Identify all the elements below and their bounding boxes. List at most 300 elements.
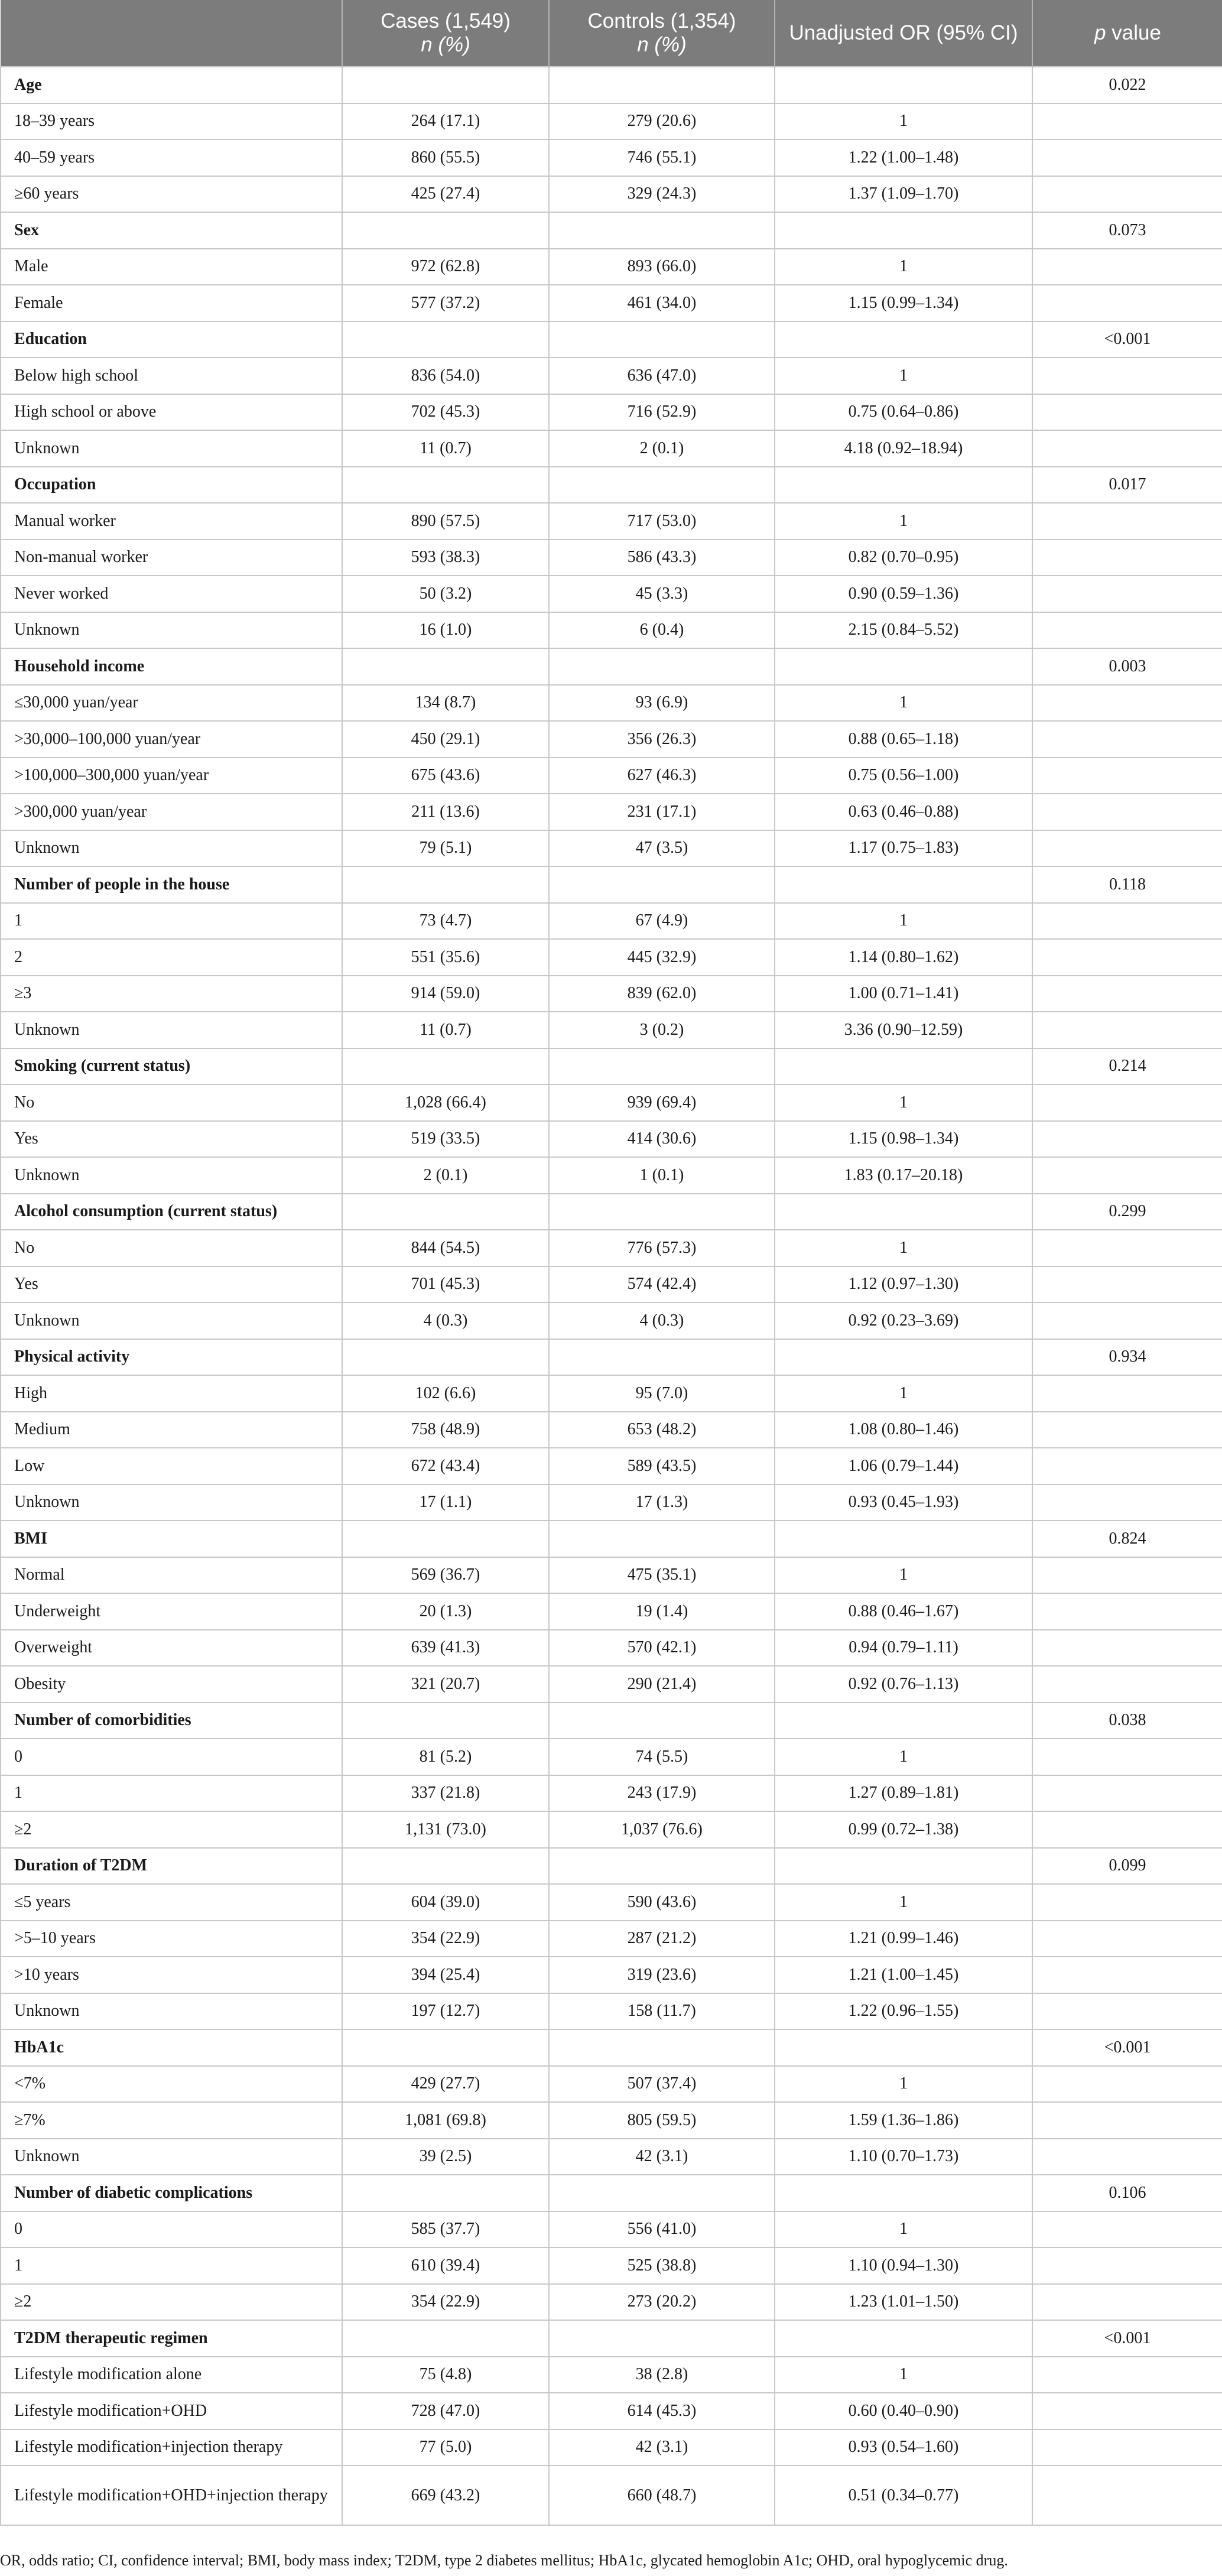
- cases-cell: 211 (13.6): [342, 794, 549, 830]
- p-value-cell: 0.099: [1032, 1848, 1222, 1885]
- cases-cell: [342, 212, 549, 249]
- controls-cell: [549, 321, 775, 358]
- p-value-cell: [1032, 285, 1222, 321]
- row-label: 0: [1, 2211, 342, 2248]
- p-value-cell: [1032, 1957, 1222, 1993]
- controls-cell: [549, 1048, 775, 1085]
- odds-ratio-cell: 1: [775, 2066, 1032, 2103]
- section-row: [1, 2029, 1222, 2066]
- row-label: 2: [1, 939, 342, 976]
- controls-cell: 574 (42.4): [549, 1266, 775, 1303]
- table-row: [1, 1157, 1222, 1194]
- cases-cell: [342, 648, 549, 685]
- row-label: Duration of T2DM: [1, 1848, 342, 1885]
- cases-cell: 11 (0.7): [342, 430, 549, 467]
- odds-ratio-cell: 1: [775, 1230, 1032, 1266]
- p-value-cell: 0.022: [1032, 67, 1222, 103]
- odds-ratio-cell: 1.14 (0.80–1.62): [775, 939, 1032, 976]
- cases-cell: 429 (27.7): [342, 2066, 549, 2103]
- row-label: Unknown: [1, 1484, 342, 1521]
- cases-cell: [342, 467, 549, 503]
- cases-cell: 551 (35.6): [342, 939, 549, 976]
- controls-cell: 893 (66.0): [549, 249, 775, 285]
- controls-cell: 273 (20.2): [549, 2284, 775, 2321]
- p-value-cell: [1032, 830, 1222, 867]
- row-label: Below high school: [1, 358, 342, 394]
- cases-cell: 73 (4.7): [342, 903, 549, 940]
- row-label: ≤30,000 yuan/year: [1, 685, 342, 722]
- table-row: [1, 612, 1222, 649]
- cases-cell: 354 (22.9): [342, 1921, 549, 1957]
- table-row: [1, 394, 1222, 431]
- odds-ratio-cell: 0.94 (0.79–1.11): [775, 1630, 1032, 1667]
- controls-cell: [549, 1521, 775, 1557]
- row-label: Unknown: [1, 430, 342, 467]
- p-value-cell: [1032, 1157, 1222, 1194]
- odds-ratio-cell: 1: [775, 903, 1032, 940]
- table-row: [1, 430, 1222, 467]
- header-controls-label: Controls (1,354): [587, 9, 736, 33]
- odds-ratio-cell: [775, 467, 1032, 503]
- row-label: Medium: [1, 1412, 342, 1448]
- odds-ratio-cell: [775, 1703, 1032, 1739]
- row-label: Sex: [1, 212, 342, 249]
- section-row: [1, 212, 1222, 249]
- controls-cell: 95 (7.0): [549, 1375, 775, 1412]
- row-label: Number of comorbidities: [1, 1703, 342, 1739]
- controls-cell: 1,037 (76.6): [549, 1811, 775, 1848]
- section-row: [1, 1339, 1222, 1376]
- section-row: [1, 67, 1222, 103]
- controls-cell: 627 (46.3): [549, 758, 775, 794]
- table-row: [1, 103, 1222, 140]
- row-label: Yes: [1, 1121, 342, 1158]
- p-value-cell: [1032, 576, 1222, 612]
- controls-cell: 74 (5.5): [549, 1739, 775, 1775]
- cases-cell: [342, 1848, 549, 1885]
- controls-cell: 158 (11.7): [549, 1993, 775, 2030]
- table-row: [1, 285, 1222, 321]
- odds-ratio-cell: 0.99 (0.72–1.38): [775, 1811, 1032, 1848]
- odds-ratio-cell: 1.12 (0.97–1.30): [775, 1266, 1032, 1303]
- table-row: [1, 1630, 1222, 1667]
- p-value-cell: [1032, 1593, 1222, 1630]
- table-row: [1, 1012, 1222, 1048]
- controls-cell: 589 (43.5): [549, 1448, 775, 1484]
- controls-cell: 1 (0.1): [549, 1157, 775, 1194]
- row-label: >10 years: [1, 1957, 342, 1993]
- odds-ratio-cell: 2.15 (0.84–5.52): [775, 612, 1032, 649]
- table-row: [1, 794, 1222, 830]
- table-row: [1, 2284, 1222, 2321]
- odds-ratio-cell: [775, 212, 1032, 249]
- controls-cell: [549, 67, 775, 103]
- cases-cell: 264 (17.1): [342, 103, 549, 140]
- p-value-cell: [1032, 1884, 1222, 1921]
- controls-cell: 776 (57.3): [549, 1230, 775, 1266]
- p-value-cell: [1032, 394, 1222, 431]
- controls-cell: 42 (3.1): [549, 2139, 775, 2175]
- table-row: [1, 758, 1222, 794]
- row-label: 1: [1, 903, 342, 940]
- cases-cell: 197 (12.7): [342, 1993, 549, 2030]
- p-value-cell: [1032, 2102, 1222, 2139]
- section-row: [1, 1194, 1222, 1230]
- odds-ratio-cell: 1.59 (1.36–1.86): [775, 2102, 1032, 2139]
- cases-cell: 394 (25.4): [342, 1957, 549, 1993]
- cases-cell: [342, 1194, 549, 1230]
- row-label: ≥2: [1, 1811, 342, 1848]
- cases-cell: 16 (1.0): [342, 612, 549, 649]
- section-row: [1, 1703, 1222, 1739]
- table-row: [1, 1412, 1222, 1448]
- row-label: No: [1, 1084, 342, 1121]
- odds-ratio-cell: 1.22 (0.96–1.55): [775, 1993, 1032, 2030]
- table-row: [1, 1811, 1222, 1848]
- header-p-rest: value: [1106, 21, 1161, 44]
- row-label: Normal: [1, 1557, 342, 1594]
- p-value-cell: [1032, 2284, 1222, 2321]
- p-value-cell: [1032, 2247, 1222, 2284]
- table-row: [1, 1557, 1222, 1594]
- table-row: [1, 939, 1222, 976]
- controls-cell: 590 (43.6): [549, 1884, 775, 1921]
- row-label: Manual worker: [1, 503, 342, 540]
- row-label: Underweight: [1, 1593, 342, 1630]
- odds-ratio-cell: 1.15 (0.99–1.34): [775, 285, 1032, 321]
- table-row: [1, 1775, 1222, 1812]
- table-row: [1, 2066, 1222, 2103]
- odds-ratio-cell: 0.93 (0.45–1.93): [775, 1484, 1032, 1521]
- p-value-cell: [1032, 1412, 1222, 1448]
- cases-cell: 519 (33.5): [342, 1121, 549, 1158]
- row-label: Lifestyle modification+OHD: [1, 2393, 342, 2429]
- cases-cell: [342, 2320, 549, 2357]
- table-footnote: OR, odds ratio; CI, confidence interval; BMI, body mass index; T2DM, type 2 diabetes mellitus; HbA1c, glycated hemoglobin A1c; OHD, oral hypoglycemic drug.: [0, 2552, 1008, 2569]
- table-row: [1, 1593, 1222, 1630]
- p-value-cell: [1032, 685, 1222, 722]
- row-label: Age: [1, 67, 342, 103]
- p-value-cell: <0.001: [1032, 2320, 1222, 2357]
- odds-ratio-cell: 1: [775, 2211, 1032, 2248]
- p-value-cell: <0.001: [1032, 321, 1222, 358]
- controls-cell: 17 (1.3): [549, 1484, 775, 1521]
- table-row: [1, 1993, 1222, 2030]
- table-body: [1, 67, 1222, 2525]
- controls-cell: [549, 467, 775, 503]
- odds-ratio-cell: 1: [775, 685, 1032, 722]
- cases-cell: 1,081 (69.8): [342, 2102, 549, 2139]
- p-value-cell: 0.934: [1032, 1339, 1222, 1376]
- p-value-cell: [1032, 176, 1222, 213]
- odds-ratio-cell: 1.10 (0.94–1.30): [775, 2247, 1032, 2284]
- p-value-cell: [1032, 1557, 1222, 1594]
- header-controls: [549, 0, 775, 67]
- odds-ratio-cell: 1: [775, 503, 1032, 540]
- row-label: High: [1, 1375, 342, 1412]
- row-label: 1: [1, 2247, 342, 2284]
- table-row: [1, 1084, 1222, 1121]
- cases-cell: 2 (0.1): [342, 1157, 549, 1194]
- odds-ratio-cell: [775, 2320, 1032, 2357]
- p-value-cell: 0.038: [1032, 1703, 1222, 1739]
- cases-cell: 844 (54.5): [342, 1230, 549, 1266]
- p-value-cell: [1032, 1012, 1222, 1048]
- table-row: [1, 2139, 1222, 2175]
- header-cases-unit: n (%): [421, 33, 470, 56]
- p-value-cell: [1032, 2393, 1222, 2429]
- cases-cell: 972 (62.8): [342, 249, 549, 285]
- controls-cell: 38 (2.8): [549, 2357, 775, 2393]
- odds-ratio-cell: [775, 2175, 1032, 2211]
- cases-cell: 672 (43.4): [342, 1448, 549, 1484]
- controls-cell: [549, 1703, 775, 1739]
- p-value-cell: [1032, 903, 1222, 940]
- controls-cell: 414 (30.6): [549, 1121, 775, 1158]
- p-value-cell: [1032, 1375, 1222, 1412]
- table-row: [1, 1666, 1222, 1703]
- controls-cell: 93 (6.9): [549, 685, 775, 722]
- odds-ratio-cell: [775, 1048, 1032, 1085]
- row-label: Physical activity: [1, 1339, 342, 1376]
- row-label: Low: [1, 1448, 342, 1484]
- p-value-cell: [1032, 939, 1222, 976]
- p-value-cell: 0.299: [1032, 1194, 1222, 1230]
- p-value-cell: [1032, 430, 1222, 467]
- controls-cell: 47 (3.5): [549, 830, 775, 867]
- controls-cell: [549, 2029, 775, 2066]
- row-label: BMI: [1, 1521, 342, 1557]
- odds-ratio-cell: 0.93 (0.54–1.60): [775, 2429, 1032, 2466]
- p-value-cell: [1032, 1484, 1222, 1521]
- header-row: [1, 0, 1222, 67]
- section-row: [1, 321, 1222, 358]
- cases-cell: [342, 2175, 549, 2211]
- row-label: 1: [1, 1775, 342, 1812]
- row-label: High school or above: [1, 394, 342, 431]
- cases-cell: 1,028 (66.4): [342, 1084, 549, 1121]
- section-row: [1, 866, 1222, 903]
- table-row: [1, 1884, 1222, 1921]
- table-row: [1, 685, 1222, 722]
- controls-cell: [549, 648, 775, 685]
- controls-cell: 746 (55.1): [549, 139, 775, 176]
- odds-ratio-cell: 1.06 (0.79–1.44): [775, 1448, 1032, 1484]
- p-value-cell: [1032, 1775, 1222, 1812]
- controls-cell: 290 (21.4): [549, 1666, 775, 1703]
- table-row: [1, 1957, 1222, 1993]
- controls-cell: 243 (17.9): [549, 1775, 775, 1812]
- controls-cell: [549, 2175, 775, 2211]
- row-label: Number of diabetic complications: [1, 2175, 342, 2211]
- table-row: [1, 2247, 1222, 2284]
- controls-cell: 939 (69.4): [549, 1084, 775, 1121]
- p-value-cell: 0.003: [1032, 648, 1222, 685]
- p-value-cell: [1032, 2465, 1222, 2525]
- p-value-cell: 0.824: [1032, 1521, 1222, 1557]
- cases-cell: 11 (0.7): [342, 1012, 549, 1048]
- row-label: Unknown: [1, 1993, 342, 2030]
- odds-ratio-cell: 1: [775, 2357, 1032, 2393]
- cases-cell: 701 (45.3): [342, 1266, 549, 1303]
- table-row: [1, 1302, 1222, 1339]
- odds-ratio-cell: 0.82 (0.70–0.95): [775, 540, 1032, 576]
- row-label: Unknown: [1, 830, 342, 867]
- controls-cell: [549, 1848, 775, 1885]
- controls-cell: 461 (34.0): [549, 285, 775, 321]
- cases-cell: 337 (21.8): [342, 1775, 549, 1812]
- controls-cell: 67 (4.9): [549, 903, 775, 940]
- cases-cell: [342, 866, 549, 903]
- cases-cell: 639 (41.3): [342, 1630, 549, 1667]
- table-row: [1, 976, 1222, 1012]
- p-value-cell: [1032, 2066, 1222, 2103]
- p-value-cell: [1032, 2211, 1222, 2248]
- p-value-cell: [1032, 2139, 1222, 2175]
- odds-ratio-cell: 0.63 (0.46–0.88): [775, 794, 1032, 830]
- table-row: [1, 1121, 1222, 1158]
- cases-cell: 702 (45.3): [342, 394, 549, 431]
- table-row: [1, 1448, 1222, 1484]
- row-label: Male: [1, 249, 342, 285]
- cases-cell: 17 (1.1): [342, 1484, 549, 1521]
- section-row: [1, 1048, 1222, 1085]
- cases-cell: [342, 1048, 549, 1085]
- cases-cell: 321 (20.7): [342, 1666, 549, 1703]
- header-controls-unit: n (%): [637, 33, 687, 56]
- odds-ratio-cell: 1: [775, 1739, 1032, 1775]
- controls-cell: 839 (62.0): [549, 976, 775, 1012]
- row-label: Unknown: [1, 1157, 342, 1194]
- p-value-cell: [1032, 249, 1222, 285]
- odds-ratio-cell: 0.60 (0.40–0.90): [775, 2393, 1032, 2429]
- controls-cell: 45 (3.3): [549, 576, 775, 612]
- odds-ratio-cell: 1.83 (0.17–20.18): [775, 1157, 1032, 1194]
- row-label: ≤5 years: [1, 1884, 342, 1921]
- p-value-cell: <0.001: [1032, 2029, 1222, 2066]
- p-value-cell: [1032, 1921, 1222, 1957]
- row-label: >5–10 years: [1, 1921, 342, 1957]
- table-row: [1, 2465, 1222, 2525]
- p-value-cell: [1032, 1302, 1222, 1339]
- p-value-cell: [1032, 721, 1222, 758]
- row-label: 18–39 years: [1, 103, 342, 140]
- cases-cell: 75 (4.8): [342, 2357, 549, 2393]
- table-row: [1, 2429, 1222, 2466]
- odds-ratio-cell: 1.21 (0.99–1.46): [775, 1921, 1032, 1957]
- odds-ratio-cell: 1: [775, 358, 1032, 394]
- p-value-cell: [1032, 103, 1222, 140]
- table-row: [1, 1375, 1222, 1412]
- table-row: [1, 830, 1222, 867]
- table-row: [1, 540, 1222, 576]
- controls-cell: 716 (52.9): [549, 394, 775, 431]
- cases-cell: 675 (43.6): [342, 758, 549, 794]
- section-row: [1, 2175, 1222, 2211]
- row-label: Obesity: [1, 1666, 342, 1703]
- controls-cell: [549, 1194, 775, 1230]
- p-value-cell: [1032, 794, 1222, 830]
- controls-cell: 231 (17.1): [549, 794, 775, 830]
- header-odds-ratio: Unadjusted OR (95% CI): [775, 0, 1032, 67]
- p-value-cell: 0.017: [1032, 467, 1222, 503]
- p-value-cell: [1032, 612, 1222, 649]
- controls-cell: [549, 866, 775, 903]
- odds-ratio-cell: 1.23 (1.01–1.50): [775, 2284, 1032, 2321]
- odds-ratio-cell: 3.36 (0.90–12.59): [775, 1012, 1032, 1048]
- header-cases-label: Cases (1,549): [381, 9, 511, 33]
- row-label: ≥2: [1, 2284, 342, 2321]
- table-row: [1, 1921, 1222, 1957]
- p-value-cell: [1032, 1811, 1222, 1848]
- odds-ratio-cell: [775, 866, 1032, 903]
- cases-cell: [342, 321, 549, 358]
- cases-cell: 134 (8.7): [342, 685, 549, 722]
- section-row: [1, 648, 1222, 685]
- table-row: [1, 903, 1222, 940]
- odds-ratio-cell: 1.37 (1.09–1.70): [775, 176, 1032, 213]
- odds-ratio-cell: 0.88 (0.65–1.18): [775, 721, 1032, 758]
- row-label: Unknown: [1, 612, 342, 649]
- table-row: [1, 139, 1222, 176]
- odds-ratio-cell: 1.27 (0.89–1.81): [775, 1775, 1032, 1812]
- table-row: [1, 1739, 1222, 1775]
- table-row: [1, 176, 1222, 213]
- p-value-cell: [1032, 1121, 1222, 1158]
- cases-cell: 1,131 (73.0): [342, 1811, 549, 1848]
- cases-cell: 669 (43.2): [342, 2465, 549, 2525]
- row-label: Unknown: [1, 1012, 342, 1048]
- cases-cell: 604 (39.0): [342, 1884, 549, 1921]
- odds-ratio-cell: 0.51 (0.34–0.77): [775, 2465, 1032, 2525]
- cases-cell: 577 (37.2): [342, 285, 549, 321]
- row-label: ≥3: [1, 976, 342, 1012]
- header-p-value: [1032, 0, 1222, 67]
- row-label: >30,000–100,000 yuan/year: [1, 721, 342, 758]
- header-cases: [342, 0, 549, 67]
- odds-ratio-cell: [775, 1194, 1032, 1230]
- row-label: 40–59 years: [1, 139, 342, 176]
- odds-ratio-cell: 1.15 (0.98–1.34): [775, 1121, 1032, 1158]
- controls-cell: 445 (32.9): [549, 939, 775, 976]
- p-value-cell: [1032, 758, 1222, 794]
- table-row: [1, 576, 1222, 612]
- p-value-cell: [1032, 976, 1222, 1012]
- controls-cell: 356 (26.3): [549, 721, 775, 758]
- p-value-cell: 0.106: [1032, 2175, 1222, 2211]
- p-value-cell: [1032, 540, 1222, 576]
- controls-cell: 475 (35.1): [549, 1557, 775, 1594]
- odds-ratio-cell: [775, 648, 1032, 685]
- cases-cell: [342, 67, 549, 103]
- controls-cell: 586 (43.3): [549, 540, 775, 576]
- controls-cell: 556 (41.0): [549, 2211, 775, 2248]
- table-row: [1, 249, 1222, 285]
- odds-ratio-cell: 0.92 (0.76–1.13): [775, 1666, 1032, 1703]
- row-label: Lifestyle modification alone: [1, 2357, 342, 2393]
- controls-cell: 2 (0.1): [549, 430, 775, 467]
- row-label: Lifestyle modification+OHD+injection therapy: [1, 2465, 342, 2525]
- row-label: Non-manual worker: [1, 540, 342, 576]
- row-label: <7%: [1, 2066, 342, 2103]
- controls-cell: 507 (37.4): [549, 2066, 775, 2103]
- controls-cell: 805 (59.5): [549, 2102, 775, 2139]
- controls-cell: 6 (0.4): [549, 612, 775, 649]
- odds-ratio-cell: 1: [775, 1884, 1032, 1921]
- controls-cell: 653 (48.2): [549, 1412, 775, 1448]
- section-row: [1, 1848, 1222, 1885]
- odds-ratio-cell: 1: [775, 1084, 1032, 1121]
